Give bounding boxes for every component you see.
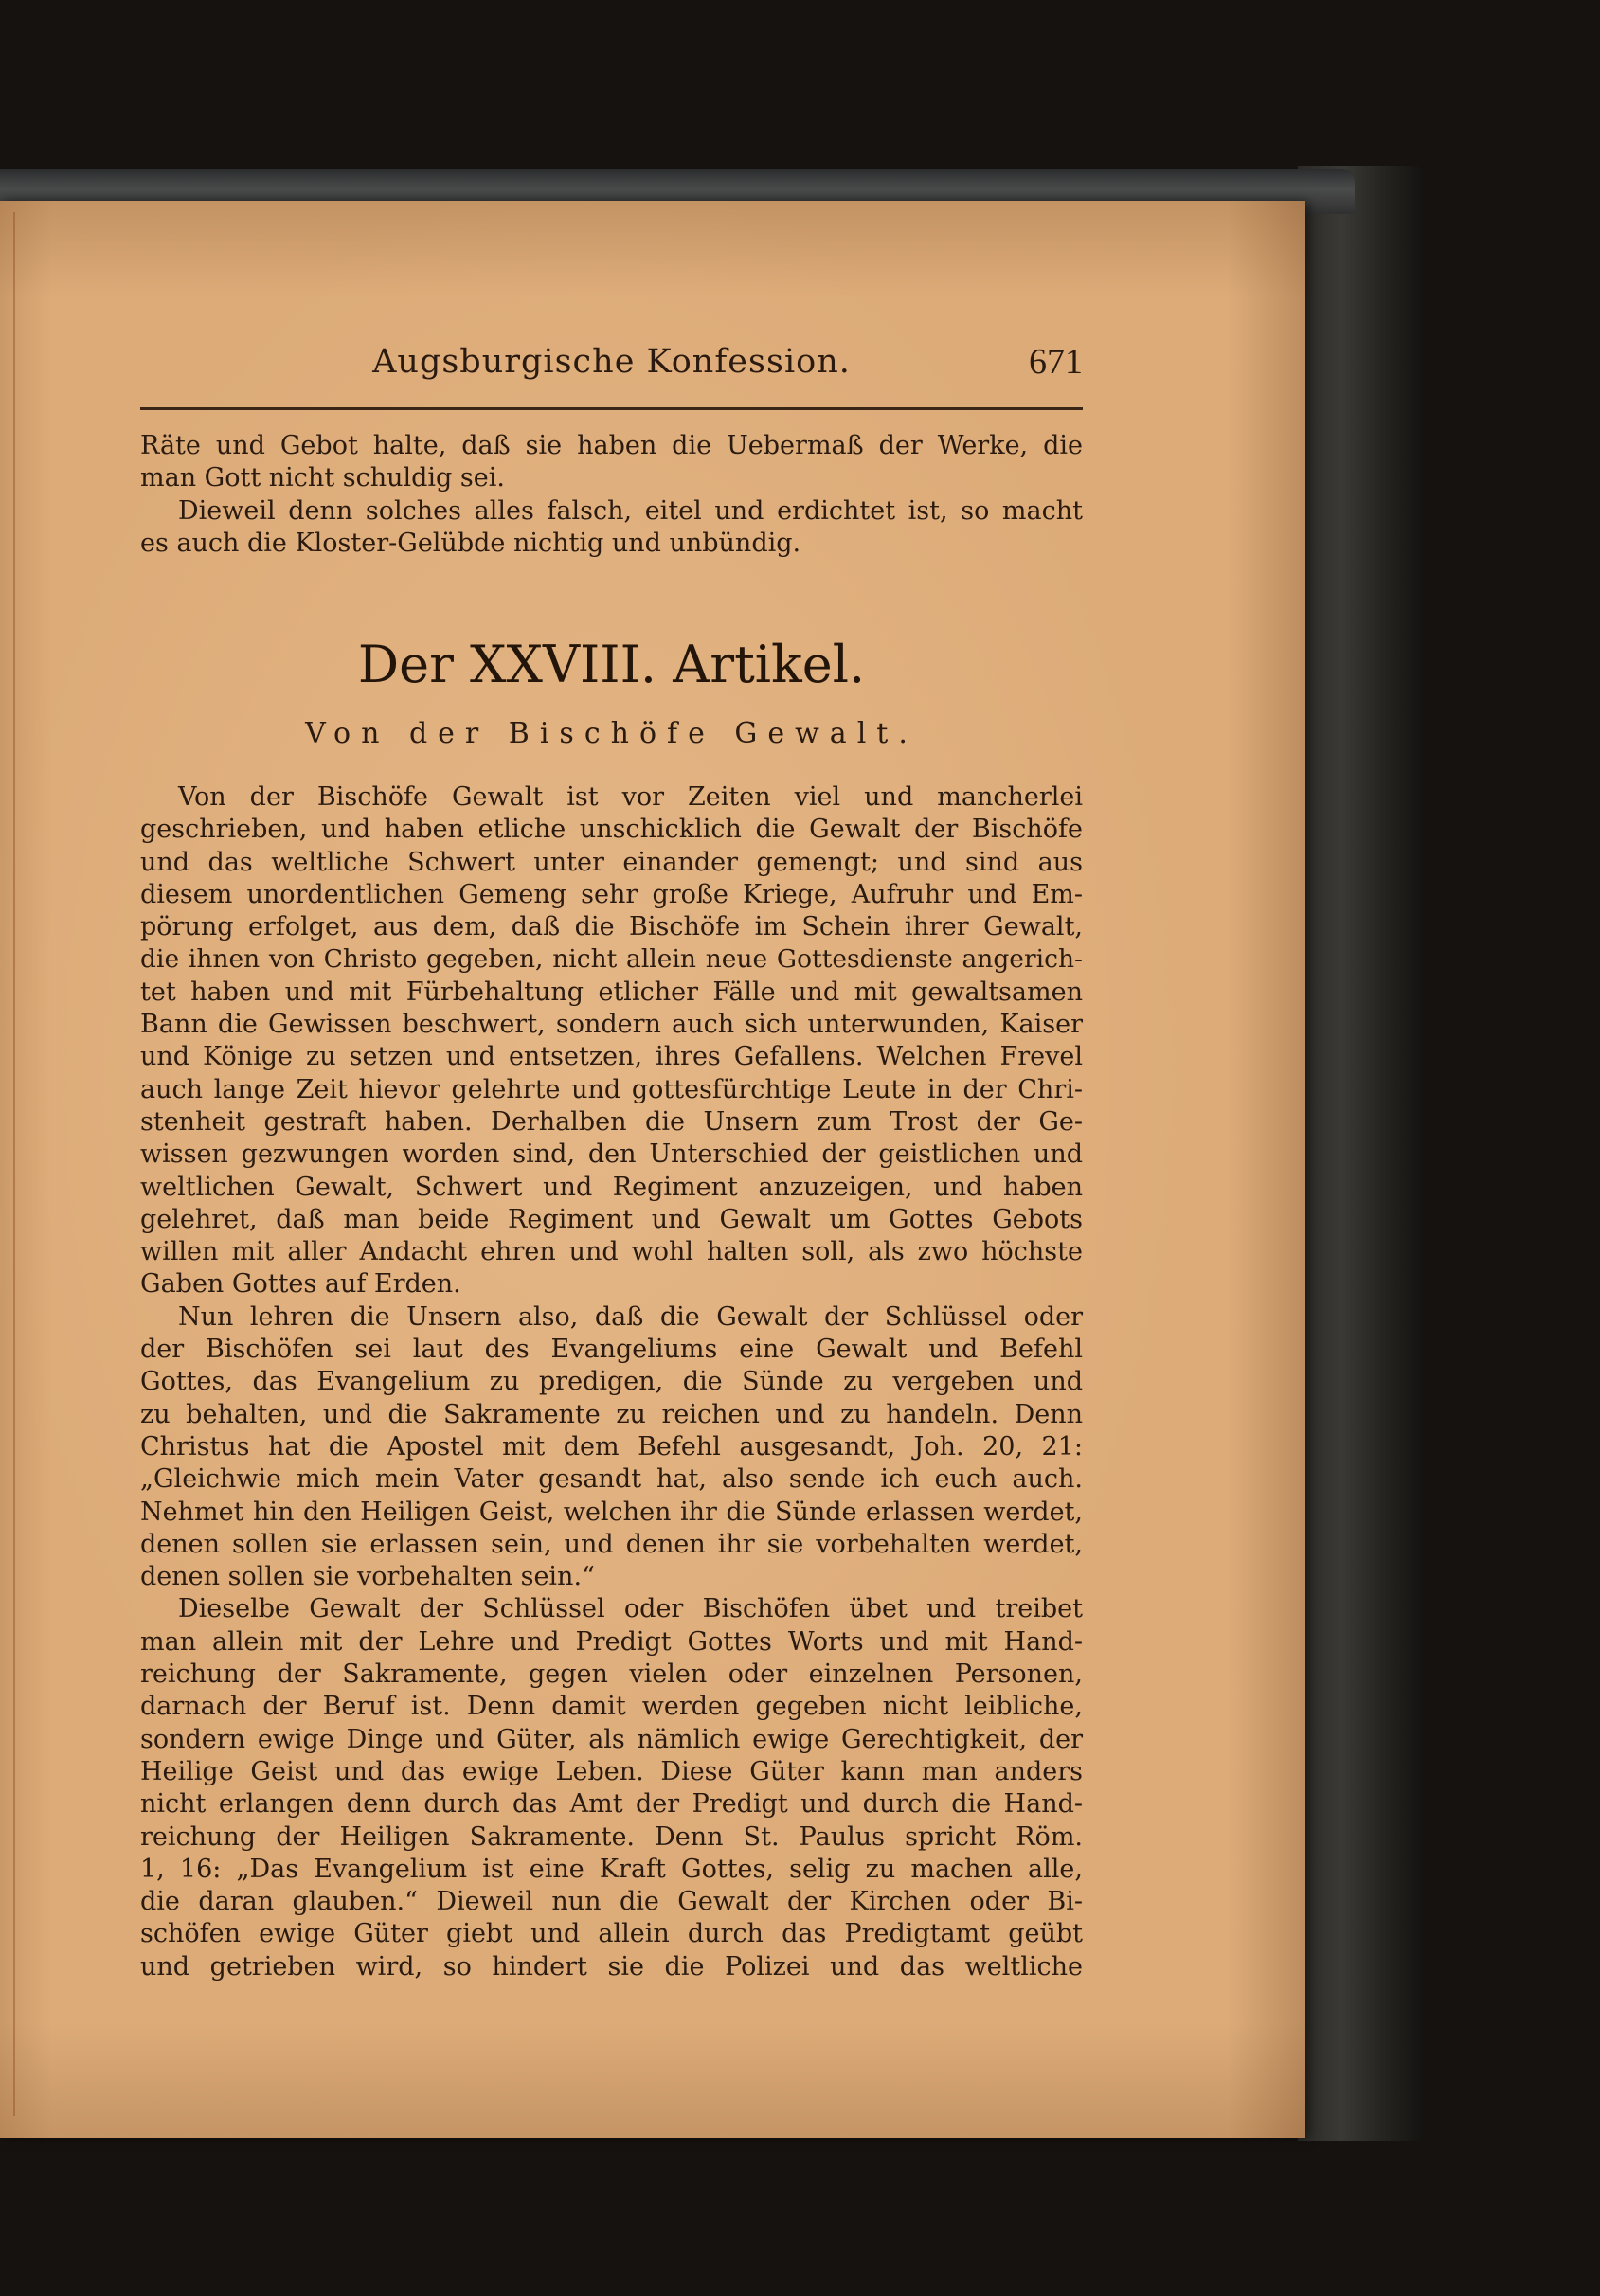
- page-number: 671: [1029, 342, 1083, 382]
- body-line: und Könige zu setzen und entsetzen, ihres Gefallens. Welchen Frevel: [140, 1042, 1083, 1072]
- intro-line: es auch die Kloster-Gelübde nichtig und unbündig.: [140, 528, 801, 558]
- body-line: der Bischöfen sei laut des Evangeliums eine Gewalt und Befehl: [140, 1335, 1083, 1365]
- body-line: Von der Bischöfe Gewalt ist vor Zeiten viel und mancherlei: [178, 782, 1083, 812]
- running-title: Augsburgische Konfession.: [372, 343, 851, 381]
- body-line: geschrieben, und haben etliche unschicklich die Gewalt der Bischöfe: [140, 815, 1083, 845]
- body-line: sondern ewige Dinge und Güter, als nämlich ewige Gerechtigkeit, der: [140, 1724, 1083, 1754]
- body-line: stenheit gestraft haben. Derhalben die Unsern zum Trost der Ge-: [140, 1106, 1083, 1137]
- body-line: auch lange Zeit hievor gelehrte und gottesfürchtige Leute in der Chri-: [140, 1074, 1083, 1104]
- body-line: reichung der Sakramente, gegen vielen oder einzelnen Personen,: [140, 1659, 1083, 1690]
- book-page: [0, 201, 1305, 2138]
- body-line: und das weltliche Schwert unter einander gemengt; und sind aus: [140, 847, 1083, 877]
- header-rule: [140, 407, 1083, 410]
- body-line: zu behalten, und die Sakramente zu reichen und zu handeln. Denn: [140, 1399, 1083, 1429]
- body-line: denen sollen sie erlassen sein, und denen ihr sie vorbehalten werdet,: [140, 1529, 1083, 1559]
- body-line: darnach der Beruf ist. Denn damit werden gegeben nicht leibliche,: [140, 1692, 1083, 1722]
- body-line: schöfen ewige Güter giebt und allein durch das Predigtamt geübt: [140, 1919, 1083, 1949]
- body-line: und getrieben wird, so hindert sie die Polizei und das weltliche: [140, 1951, 1083, 1982]
- body-line: Nun lehren die Unsern also, daß die Gewalt der Schlüssel oder: [178, 1301, 1083, 1332]
- page-header: [140, 333, 1083, 400]
- body-line: gelehret, daß man beide Regiment und Gewalt um Gottes Gebots: [140, 1204, 1083, 1234]
- article-subtitle: Von der Bischöfe Gewalt.: [305, 717, 918, 750]
- body-line: Christus hat die Apostel mit dem Befehl ausgesandt, Joh. 20, 21:: [140, 1431, 1083, 1462]
- book-spine: [1298, 166, 1423, 2141]
- intro-paragraphs: [140, 430, 1083, 560]
- body-line: Bann die Gewissen beschwert, sondern auch sich unterwunden, Kaiser: [140, 1010, 1083, 1040]
- body-line: Heilige Geist und das ewige Leben. Diese Güter kann man anders: [140, 1756, 1083, 1786]
- body-line: man allein mit der Lehre und Predigt Gottes Worts und mit Hand-: [140, 1626, 1083, 1657]
- article-body: [140, 781, 1083, 1983]
- article-title: Der XXVIII. Artikel.: [357, 635, 866, 694]
- body-line: diesem unordentlichen Gemeng sehr große Kriege, Aufruhr und Em-: [140, 879, 1083, 909]
- body-line: die ihnen von Christo gegeben, nicht allein neue Gottesdienste angerich-: [140, 944, 1083, 975]
- body-line: 1, 16: „Das Evangelium ist eine Kraft Gottes, selig zu machen alle,: [140, 1854, 1083, 1884]
- body-line: weltlichen Gewalt, Schwert und Regiment anzuzeigen, und haben: [140, 1172, 1083, 1202]
- body-line: reichung der Heiligen Sakramente. Denn St. Paulus spricht Röm.: [140, 1821, 1083, 1852]
- intro-line: Räte und Gebot halte, daß sie haben die Uebermaß der Werke, die: [140, 431, 1083, 460]
- intro-line: Dieweil denn solches alles falsch, eitel und erdichtet ist, so macht: [178, 495, 1083, 526]
- body-line: „Gleichwie mich mein Vater gesandt hat, also sende ich euch auch.: [140, 1464, 1083, 1495]
- body-line: die daran glauben.“ Dieweil nun die Gewalt der Kirchen oder Bi-: [140, 1887, 1083, 1917]
- body-line: Gaben Gottes auf Erden.: [140, 1269, 461, 1300]
- body-line: denen sollen sie vorbehalten sein.“: [140, 1562, 595, 1592]
- body-line: pörung erfolget, aus dem, daß die Bischöfe im Schein ihrer Gewalt,: [140, 912, 1083, 942]
- body-line: tet haben und mit Fürbehaltung etlicher Fälle und mit gewaltsamen: [140, 977, 1083, 1007]
- body-line: Nehmet hin den Heiligen Geist, welchen ihr die Sünde erlassen werdet,: [140, 1497, 1083, 1527]
- body-line: Gottes, das Evangelium zu predigen, die Sünde zu vergeben und: [140, 1367, 1083, 1397]
- body-line: wissen gezwungen worden sind, den Unterschied der geistlichen und: [140, 1139, 1083, 1170]
- body-line: nicht erlangen denn durch das Amt der Predigt und durch die Hand-: [140, 1789, 1083, 1820]
- page-edge: [13, 212, 15, 2116]
- intro-line: man Gott nicht schuldig sei.: [140, 463, 505, 493]
- body-line: Dieselbe Gewalt der Schlüssel oder Bischöfen übet und treibet: [178, 1594, 1083, 1624]
- body-line: willen mit aller Andacht ehren und wohl halten soll, als zwo höchste: [140, 1237, 1083, 1267]
